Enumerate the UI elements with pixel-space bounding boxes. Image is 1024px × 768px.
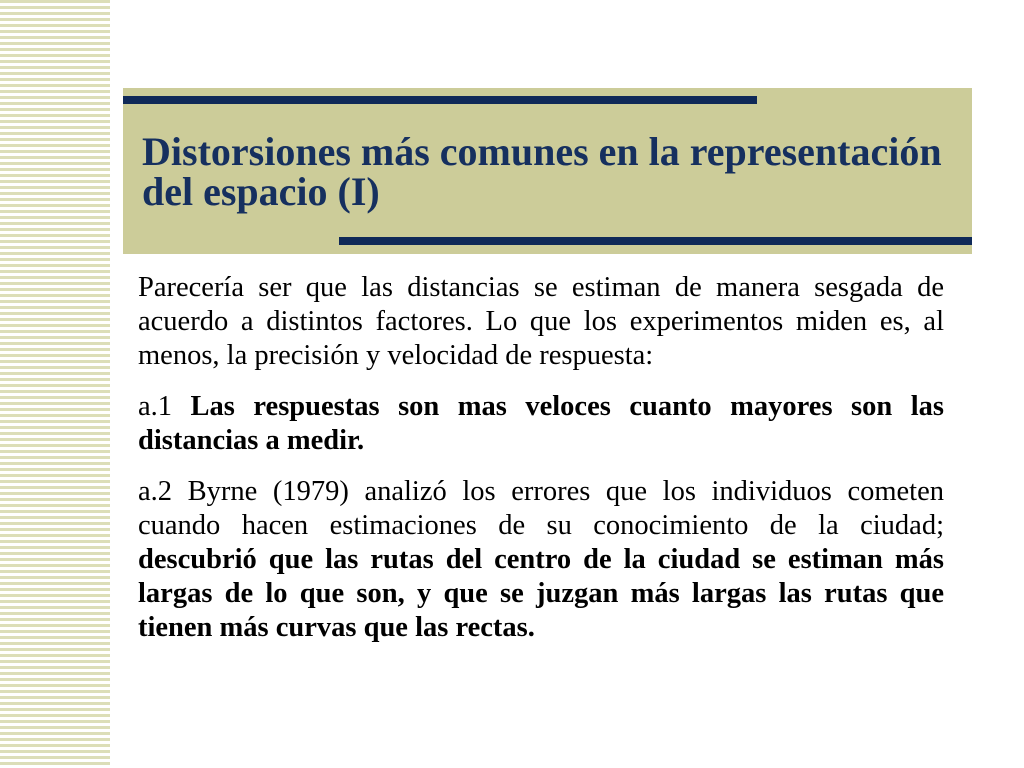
slide-title: Distorsiones más comunes en la representación del espacio (I) [142,129,942,214]
intro-paragraph: Parecería ser que las distancias se estiman de manera sesgada de acuerdo a distintos factores. Lo que los experimentos miden es, al menos, la precisión y velocidad de respuesta: [138,272,944,371]
point-a1 [138,390,944,458]
title-bottom-rule [339,237,972,245]
point-a2 [138,475,944,645]
point-a2-text: Byrne (1979) analizó los errores que los individuos cometen cuando hacen estimaciones de su conocimiento de la ciudad; [138,476,944,541]
decorative-stripes [0,0,110,768]
title-box [123,88,972,254]
point-a1-emphasis: Las respuestas son mas veloces cuanto mayores son las distancias a medir. [138,391,945,456]
point-a2-label: a.2 [138,476,173,507]
point-a2-emphasis: descubrió que las rutas del centro de la ciudad se estiman más largas de lo que son, y que se juzgan más largas las rutas que tienen más curvas que las rectas. [138,544,944,643]
title-top-rule [123,96,757,104]
slide-body [138,271,944,645]
point-a1-label: a.1 [138,391,173,422]
